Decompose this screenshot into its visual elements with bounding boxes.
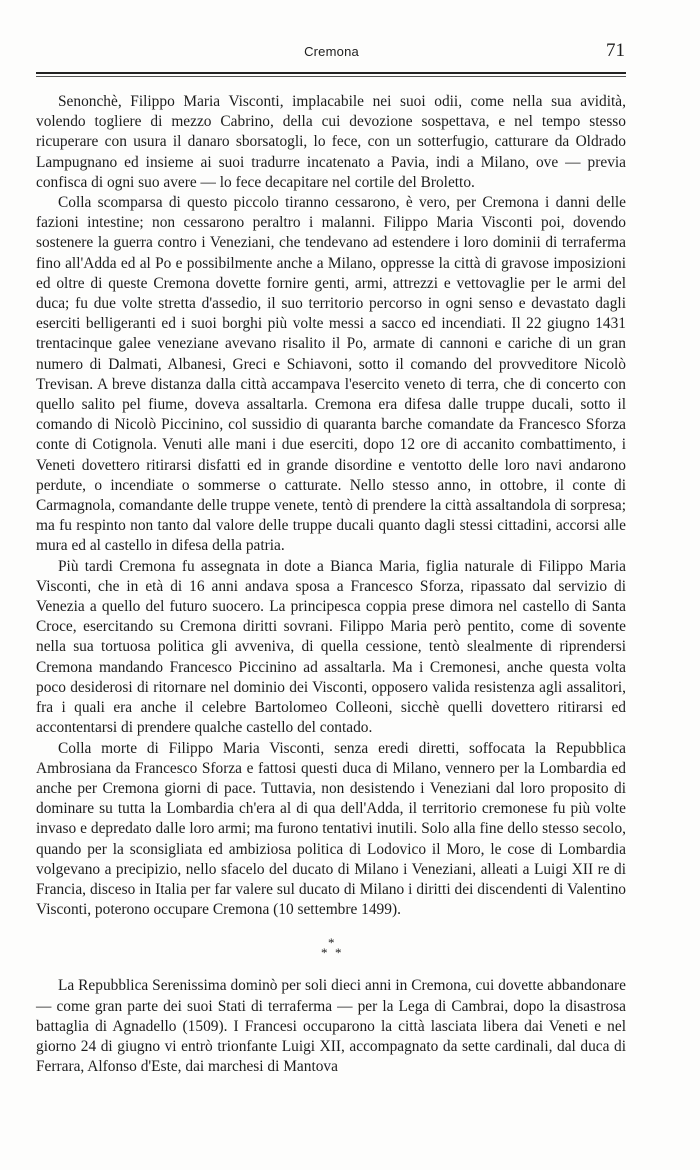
asterism-star: * (335, 945, 342, 961)
paragraph: Più tardi Cremona fu assegnata in dote a Bianca Maria, figlia naturale di Filippo Maria Visconti, che in età di 16 anni andava sposa a Francesco Sforza, ripassato dal servizio di Venezia a quello del futuro suocero. La principesca coppia prese dimora nel castello di Santa Croce, esercitando su Cremona diritti sovrani. Filippo Maria però pentito, come di sovente nella sua tortuosa politica gli avveniva, di quella cessione, tentò slealmente di riprendersi Cremona mandando Francesco Piccinino ad assaltarla. Ma i Cremonesi, anche questa volta poco desiderosi di ritornare nel dominio dei Visconti, opposero valida resistenza agli assalitori, fra i quali era anche il celebre Bartolomeo Colleoni, sicchè quelli dovettero ritirarsi ed accontentarsi di prendere qualche castello del contado. (36, 557, 626, 737)
paragraph: La Repubblica Serenissima dominò per soli dieci anni in Cremona, cui dovette abbandonare — come gran parte dei suoi Stati di terraferma — per la Lega di Cambrai, dopo la disastrosa battaglia di Agnadello (1509). I Francesi occuparono la città lasciata libera dai Veneti e nel giorno 24 di giugno vi entrò trionfante Luigi XII, accompagnato da sette cardinali, dal duca di Ferrara, Alfonso d'Este, dai marchesi di Mantova (36, 977, 626, 1076)
page-number: 71 (606, 40, 625, 61)
paragraph: Senonchè, Filippo Maria Visconti, implacabile nei suoi odii, come nella sua avidità, volendo togliere di mezzo Cabrino, della cui devozione sospettava, e nel tempo stesso ricuperare con usura il danaro sborsatogli, lo fece, con un sotterfugio, catturare da Oldrado Lampugnano ed insieme ai suoi tradurre incatenato a Pavia, indi a Milano, ove — previa confisca di ogni suo avere — lo fece decapitare nel cortile del Broletto. (36, 93, 626, 191)
asterism-star: * (328, 935, 335, 951)
asterism-separator (36, 934, 626, 964)
running-title: Cremona (304, 44, 359, 59)
body-text (36, 92, 626, 1077)
header-rule-thin (36, 76, 626, 77)
paragraph: Colla morte di Filippo Maria Visconti, senza eredi diretti, soffocata la Repubblica Ambrosiana da Francesco Sforza e fattosi questi duca di Milano, vennero per la Lombardia ed anche per Cremona giorni di pace. Tuttavia, non desistendo i Veneziani dal loro proposito di dominare su tutta la Lombardia ch'era al di qua dell'Adda, il territorio cremonese fu più volte invaso e depredato dalle loro armi; ma furono tentativi inutili. Solo alla fine dello stesso secolo, quando per la sconsigliata ed ambiziosa politica di Lodovico il Moro, le cose di Lombardia volgevano a precipizio, nello sfacelo del ducato di Milano i Veneziani, alleati a Luigi XII re di Francia, disceso in Italia per far valere sul ducato di Milano i diritti dei discendenti di Valentino Visconti, poterono occupare Cremona (10 settembre 1499). (36, 739, 626, 919)
running-head (38, 40, 625, 70)
header-rule (36, 72, 626, 74)
asterism-star: * (321, 945, 328, 961)
paragraph: Colla scomparsa di questo piccolo tiranno cessarono, è vero, per Cremona i danni delle fazioni intestine; non cessarono peraltro i malanni. Filippo Maria Visconti poi, dovendo sostenere la guerra contro i Veneziani, che tendevano ad estendere i loro dominii di terraferma fino all'Adda ed al Po e possibilmente anche a Milano, oppresse la città di gravose imposizioni ed oltre di queste Cremona dovette fornire genti, armi, attrezzi e vettovaglie per le armi del duca; fu due volte stretta d'assedio, il suo territorio percorso in ogni senso e devastato dagli eserciti belligeranti ed i suoi borghi più volte messi a sacco ed incendiati. Il 22 giugno 1431 trentacinque galee veneziane avevano risalito il Po, armate di cannoni e cariche di un gran numero di Dalmati, Albanesi, Greci e Schiavoni, sotto il comando del provveditore Nicolò Trevisan. A breve distanza dalla città accampava l'esercito veneto di terra, che di concerto con quello salito pel fiume, doveva assaltarla. Cremona era difesa dalle truppe ducali, sotto il comando di Nicolò Piccinino, col sussidio di quaranta barche comandate da Francesco Sforza conte di Cotignola. Venuti alle mani i due eserciti, dopo 12 ore di accanito combattimento, i Veneti dovettero ritirarsi disfatti ed in grande disordine e ventotto delle loro navi andarono perdute, o incendiate o sommerse o catturate. Nello stesso anno, in ottobre, il conte di Carmagnola, comandante delle truppe venete, tentò di prendere la città assaltandola di sorpresa; ma fu respinto non tanto dal valore delle truppe ducali quanto dagli stessi cittadini, accorsi alle mura ed al castello in difesa della patria. (36, 194, 626, 555)
